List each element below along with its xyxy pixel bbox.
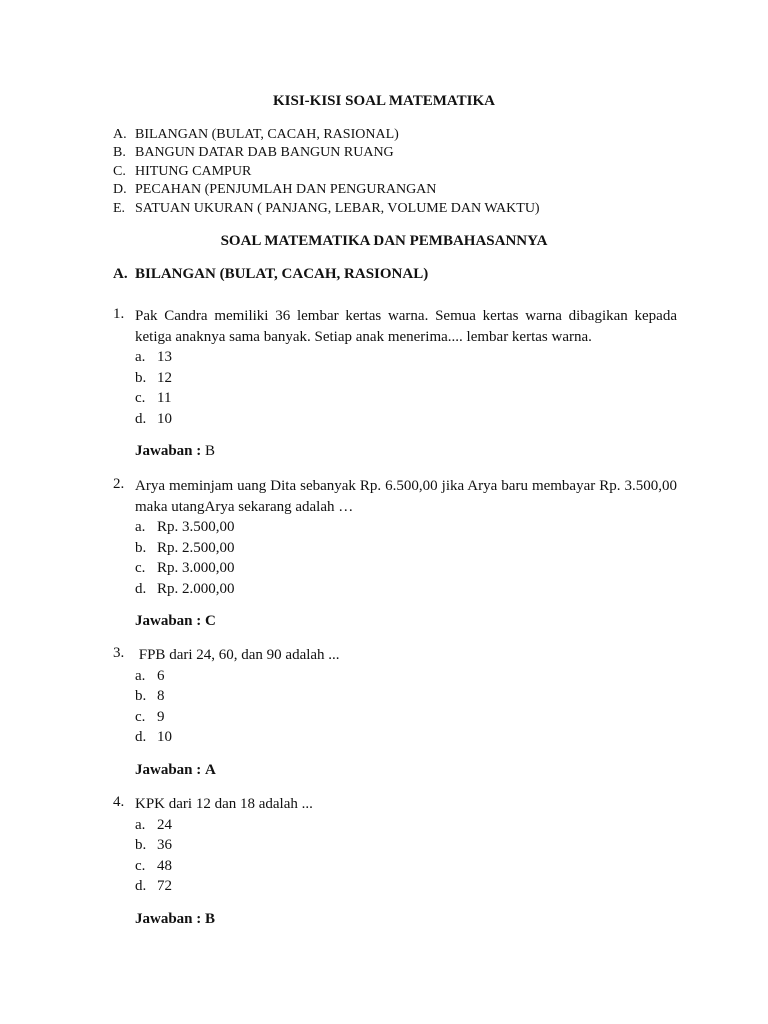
outline-letter: E. <box>113 200 126 216</box>
option-text: 24 <box>157 816 172 833</box>
option-text: 6 <box>157 667 165 684</box>
option-text: 48 <box>157 857 172 874</box>
answer-value: A <box>205 761 216 778</box>
question-number: 2. <box>113 476 125 492</box>
option-item <box>135 347 677 368</box>
question-number: 1. <box>113 306 125 322</box>
option-text: 11 <box>157 390 172 406</box>
option-letter: b. <box>135 688 147 704</box>
option-text: 13 <box>157 349 172 365</box>
option-item <box>135 727 677 748</box>
option-item <box>135 666 677 687</box>
outline-item <box>113 126 540 144</box>
option-text: Rp. 3.000,00 <box>157 560 235 576</box>
option-text: 36 <box>157 837 172 853</box>
question-number: 3. <box>113 645 125 661</box>
option-letter: c. <box>135 857 146 874</box>
option-letter: d. <box>135 878 147 894</box>
option-letter: b. <box>135 837 147 853</box>
question-text: Pak Candra memiliki 36 lembar kertas warna. Semua kertas warna dibagikan kepada ketiga anaknya sama banyak. Setiap anak menerima.... lembar kertas warna. <box>135 308 677 345</box>
question-3 <box>113 645 677 780</box>
option-text: Rp. 3.500,00 <box>157 519 235 535</box>
option-letter: a. <box>135 349 146 365</box>
document-subtitle: SOAL MATEMATIKA DAN PEMBAHASANNYA <box>220 233 548 249</box>
answer-line <box>135 909 677 929</box>
option-letter: a. <box>135 816 146 833</box>
question-1 <box>113 306 677 461</box>
option-list <box>135 666 677 748</box>
section-title: BILANGAN (BULAT, CACAH, RASIONAL) <box>135 266 429 282</box>
outline-item <box>113 144 540 162</box>
option-item <box>135 707 677 728</box>
option-text: Rp. 2.500,00 <box>157 539 235 556</box>
answer-label: Jawaban : <box>135 910 202 927</box>
option-text: 10 <box>157 410 172 427</box>
option-item <box>135 815 677 836</box>
option-text: 10 <box>157 729 172 745</box>
option-text: 9 <box>157 708 165 725</box>
option-letter: a. <box>135 519 146 535</box>
answer-line <box>135 760 677 780</box>
option-list <box>135 815 677 897</box>
option-item <box>135 835 677 856</box>
outline-list <box>113 126 540 218</box>
option-item <box>135 368 677 389</box>
answer-value: C <box>205 613 216 629</box>
outline-item <box>113 181 540 199</box>
outline-item <box>113 163 540 181</box>
option-list <box>135 517 677 599</box>
option-text: 12 <box>157 369 172 386</box>
outline-letter: C. <box>113 163 126 179</box>
outline-letter: D. <box>113 182 127 198</box>
option-item <box>135 517 677 538</box>
option-letter: c. <box>135 560 146 576</box>
option-item <box>135 579 677 600</box>
outline-text: HITUNG CAMPUR <box>135 163 252 179</box>
option-letter: d. <box>135 580 147 597</box>
outline-text: BILANGAN (BULAT, CACAH, RASIONAL) <box>135 127 399 142</box>
answer-label: Jawaban : <box>135 443 202 459</box>
section-letter: A. <box>113 266 128 282</box>
option-item <box>135 686 677 707</box>
option-item <box>135 538 677 559</box>
outline-letter: A. <box>113 127 127 142</box>
outline-item <box>113 200 540 218</box>
option-letter: d. <box>135 410 147 427</box>
question-number: 4. <box>113 794 125 810</box>
option-item <box>135 409 677 430</box>
outline-text: SATUAN UKURAN ( PANJANG, LEBAR, VOLUME DAN WAKTU) <box>135 200 540 216</box>
answer-line <box>135 611 677 631</box>
option-text: 8 <box>157 688 165 704</box>
question-text: KPK dari 12 dan 18 adalah ... <box>135 796 313 812</box>
outline-text: BANGUN DATAR DAB BANGUN RUANG <box>135 145 394 161</box>
question-text: FPB dari 24, 60, dan 90 adalah ... <box>135 647 340 663</box>
answer-value: B <box>205 910 216 927</box>
option-item <box>135 558 677 579</box>
section-heading <box>113 266 428 283</box>
option-letter: a. <box>135 667 146 684</box>
option-text: Rp. 2.000,00 <box>157 580 235 597</box>
outline-letter: B. <box>113 145 126 161</box>
document-title: KISI-KISI SOAL MATEMATIKA <box>273 93 495 109</box>
option-letter: c. <box>135 390 146 406</box>
question-4 <box>113 794 677 929</box>
answer-label: Jawaban : <box>135 761 202 778</box>
outline-text: PECAHAN (PENJUMLAH DAN PENGURANGAN <box>135 182 437 198</box>
option-item <box>135 388 677 409</box>
option-letter: b. <box>135 369 147 386</box>
option-letter: b. <box>135 539 147 556</box>
option-item <box>135 856 677 877</box>
question-2 <box>113 476 677 631</box>
answer-label: Jawaban : <box>135 613 202 629</box>
answer-line <box>135 441 677 461</box>
option-letter: c. <box>135 708 146 725</box>
question-text: Arya meminjam uang Dita sebanyak Rp. 6.500,00 jika Arya baru membayar Rp. 3.500,00 maka utangArya sekarang adalah … <box>135 478 677 515</box>
option-list <box>135 347 677 429</box>
option-letter: d. <box>135 729 147 745</box>
option-item <box>135 876 677 897</box>
option-text: 72 <box>157 878 172 894</box>
answer-value: B <box>205 443 216 459</box>
